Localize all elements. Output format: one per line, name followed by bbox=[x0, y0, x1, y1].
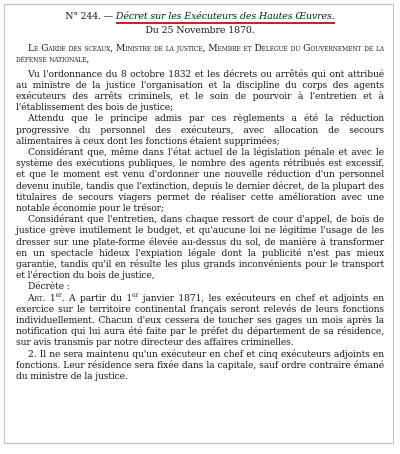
document-header bbox=[16, 11, 384, 22]
article-1-sup2: er bbox=[132, 291, 139, 299]
signer-line: Le Garde des sceaux, Ministre de la justice, Membre et Délégué du Gouvernement de la défense nationale, bbox=[16, 43, 384, 66]
paragraph-vu: Vu l'ordonnance du 8 octobre 1832 et les décrets ou arrêtés qui ont attribué au ministre de la justice l'organisation et la discipline du corps des agents exécuteurs des arrêts criminels, et le soin de pourvoir à l'entretien et à l'établissement des bois de justice; bbox=[16, 68, 384, 114]
decrete-heading: Décrète : bbox=[28, 281, 70, 293]
article-1-label: Art. 1 bbox=[28, 292, 56, 304]
paragraph-considerant-1: Considérant que, même dans l'état actuel de la législation pénale et avec le système des exécutions publiques, le nombre des agents rétribués est excessif, et que le moment est venu d'ordonner une nouvelle réduction d'un personnel devenu inutile, tandis que l'extinction, depuis le dernier décret, de la plupart des titulaires de secours viagers permet de réaliser cette amélioration avec une notable économie pour le trésor; bbox=[16, 147, 384, 215]
decree-date: Du 25 Novembre 1870. bbox=[145, 25, 255, 36]
header-dash: — bbox=[100, 11, 116, 22]
article-1-sup: er bbox=[55, 291, 62, 299]
article-1-text-b: janvier 1871, les exécuteurs en chef et adjoints en exercice sur le territoire continental français seront relevés de leurs fonctions individuellement. Chacun d'eux cessera de toucher ses gages un mois après la notification qui lui aura été faite par le préfet du département de sa résidence, sur avis transmis par notre directeur des affaires criminelles. bbox=[16, 292, 385, 349]
paragraph-considerant-2: Considérant que l'entretien, dans chaque ressort de cour d'appel, de bois de justice grève inutilement le budget, et qu'aucune loi ne légitime l'usage de les dresser sur une plate-forme élevée au-dessus du sol, de manière à transformer en un spectacle hideux l'expiation légale dont la publicité n'est pas mieux garantie, tandis qu'il en résulte les plus grands inconvénients pour le transport et l'érection du bois de justice, bbox=[16, 214, 384, 282]
document-page bbox=[4, 4, 394, 444]
article-1-text-a: . A partir du 1 bbox=[61, 292, 133, 304]
article-1 bbox=[16, 293, 384, 349]
decree-title: Décret sur les Exécuteurs des Hautes Œuvres. bbox=[115, 11, 335, 22]
article-2: 2. Il ne sera maintenu qu'un exécuteur en chef et cinq exécuteurs adjoints en fonctions. Leur résidence sera fixée dans la capitale, sauf ordre contraire émané du ministre de la justice. bbox=[16, 348, 384, 383]
paragraph-attendu: Attendu que le principe admis par ces règlements a été la réduction progressive du personnel des exécuteurs, avec allocation de secours alimentaires à ceux dont les fonctions étaient supprimées; bbox=[16, 113, 384, 147]
decree-number: N° 244. bbox=[65, 11, 101, 22]
